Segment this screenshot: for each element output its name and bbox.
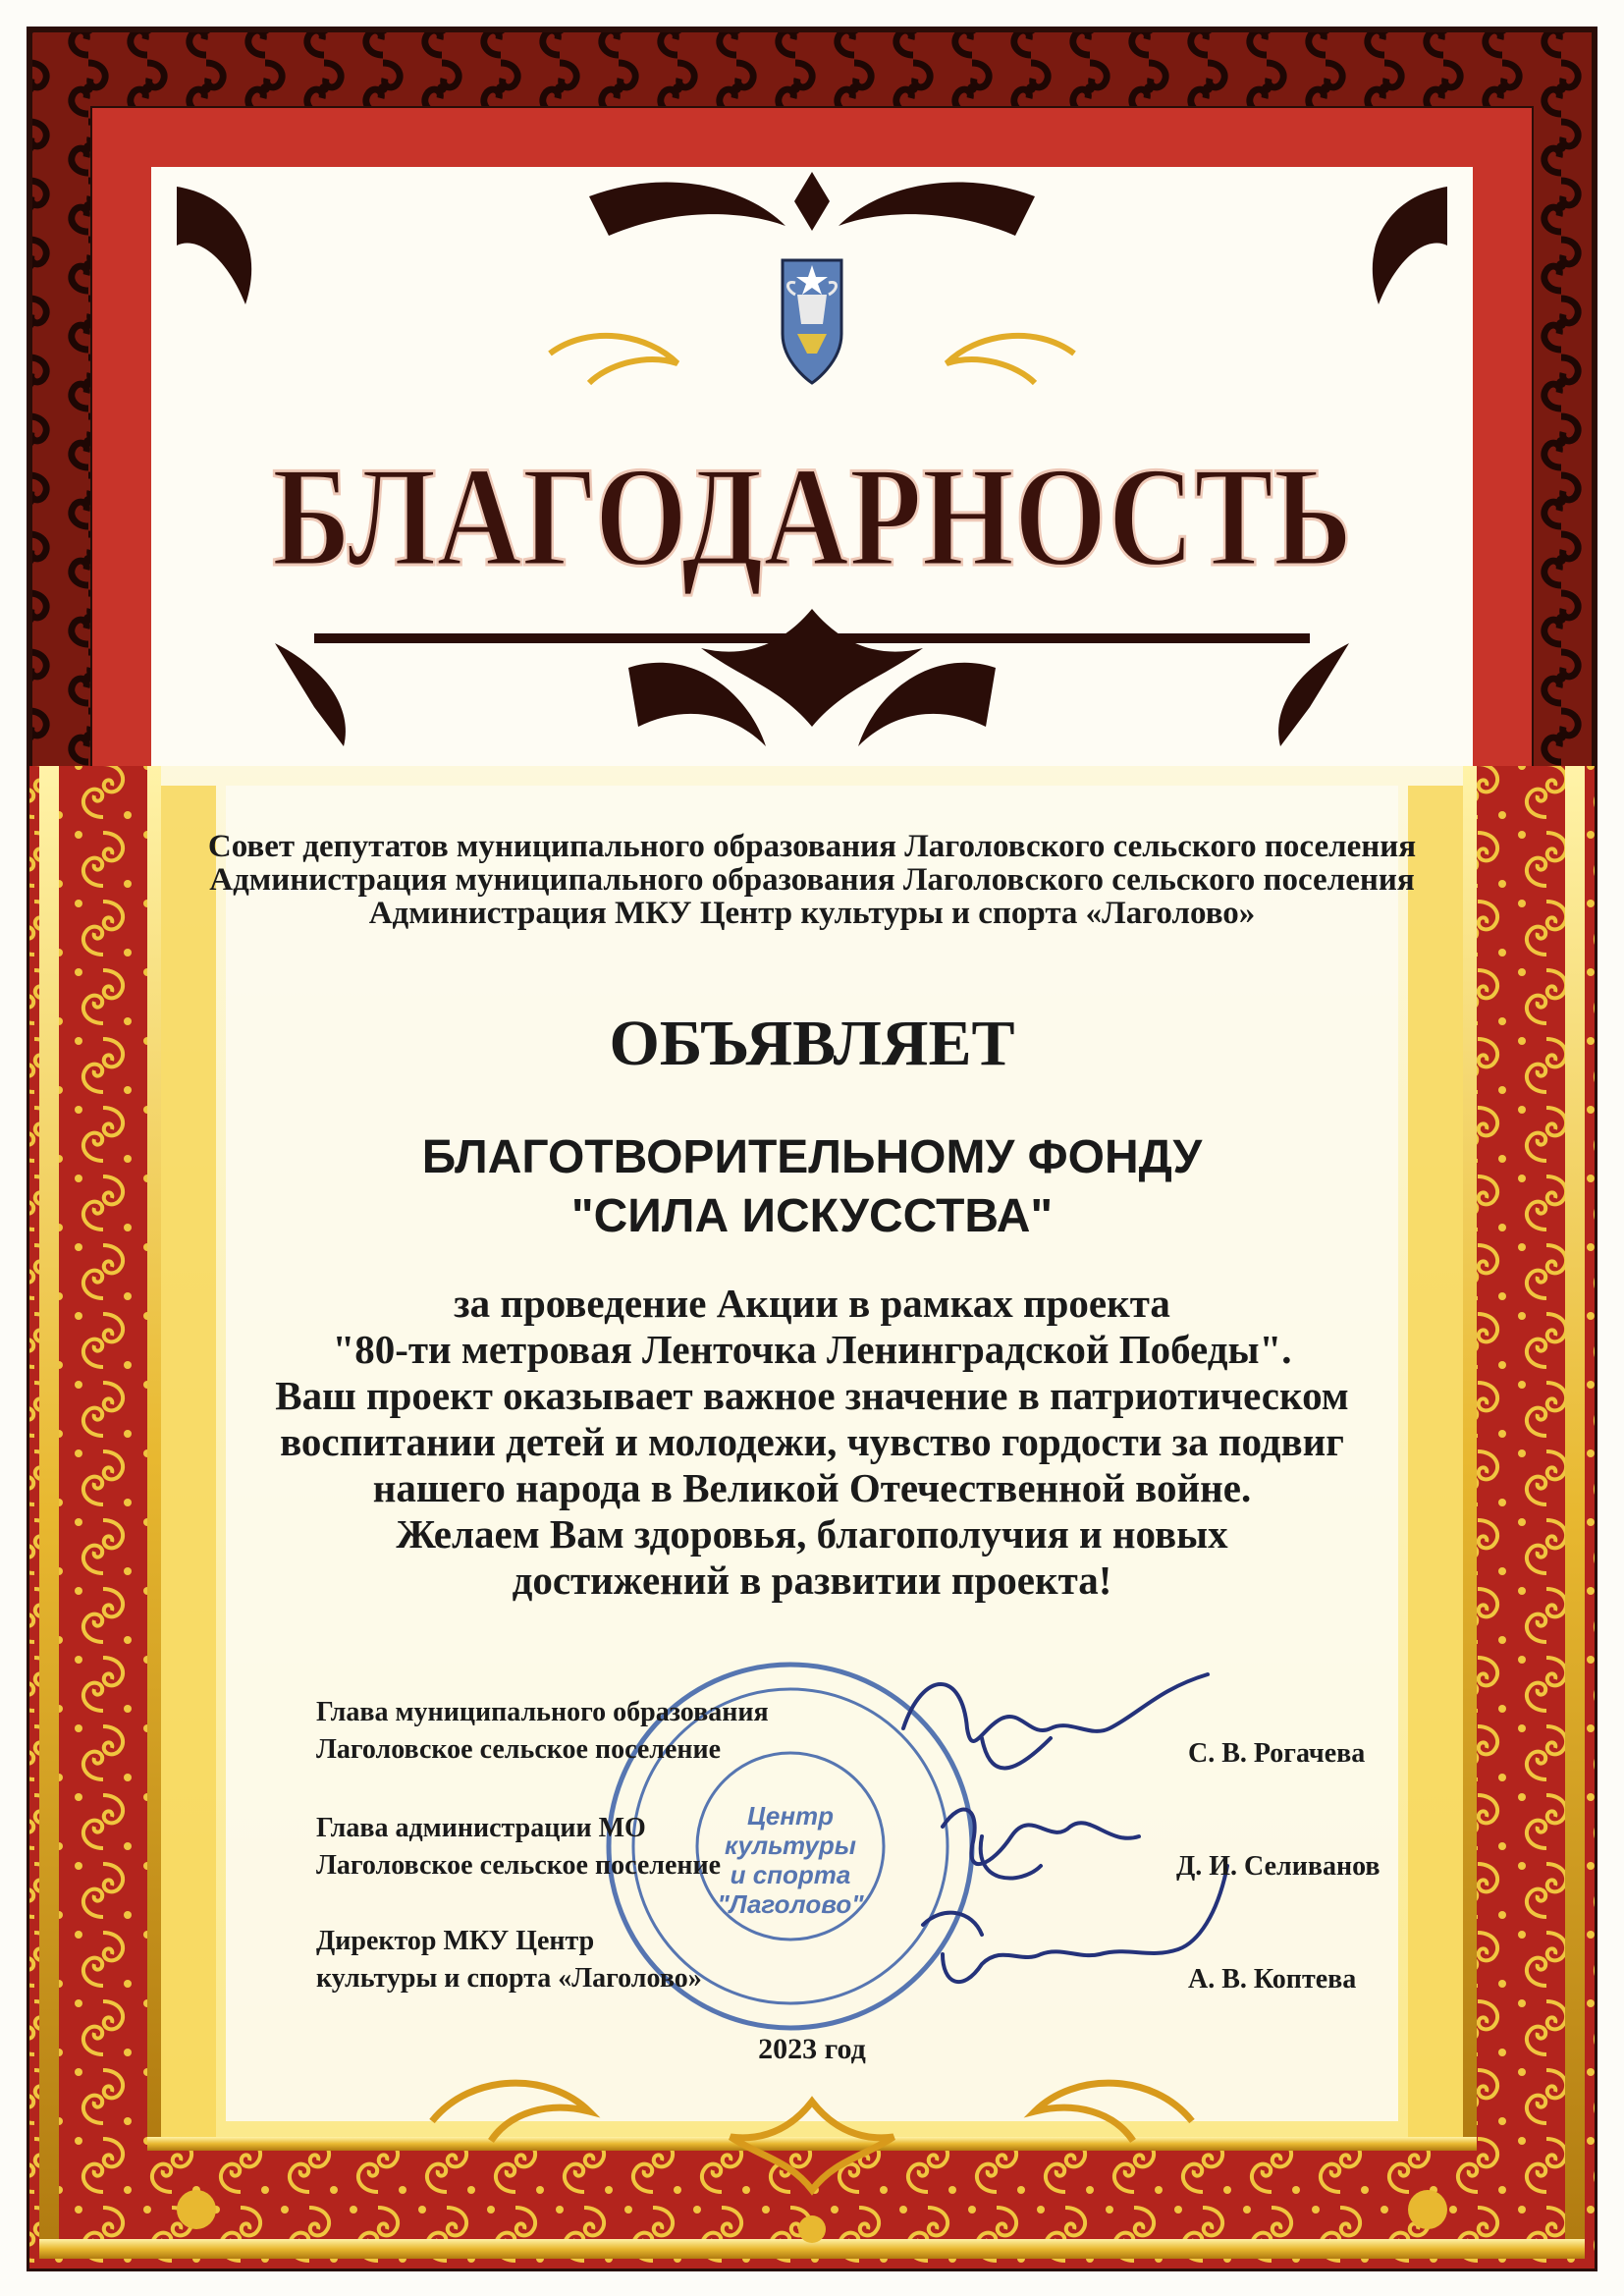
body-line: нашего народа в Великой Отечественной войне.	[372, 1465, 1252, 1510]
announce-heading: ОБЪЯВЛЯЕТ	[609, 1008, 1015, 1079]
signatory-position-line: Лаголовское сельское поселение	[316, 1734, 722, 1765]
title-text: БЛАГОДАРНОСТЬ	[272, 437, 1352, 596]
body-line: Ваш проект оказывает важное значение в патриотическом	[275, 1373, 1349, 1418]
body-line: "80-ти метровая Ленточка Ленинградской Победы".	[332, 1327, 1292, 1372]
svg-text:культуры: культуры	[725, 1831, 856, 1860]
title-heading	[255, 432, 1369, 594]
signatory-position-line: культуры и спорта «Лаголово»	[316, 1963, 702, 1994]
signatory-position-line: Глава администрации МО	[316, 1813, 646, 1843]
signatory-position	[316, 1923, 702, 1997]
body-line: воспитании детей и молодежи, чувство гордости за подвиг	[280, 1419, 1344, 1464]
organization-line: Администрация МКУ Центр культуры и спорта «Лаголово»	[368, 896, 1256, 931]
year-label: 2023 год	[758, 2033, 866, 2065]
signatory-name: Д. И. Селиванов	[1176, 1851, 1380, 1882]
signatory-position	[316, 1694, 769, 1769]
body-line: за проведение Акции в рамках проекта	[454, 1281, 1170, 1326]
signatory-name: С. В. Рогачева	[1188, 1738, 1366, 1769]
body-line: достижений в развитии проекта!	[512, 1558, 1112, 1603]
svg-text:"Лаголово": "Лаголово"	[717, 1889, 864, 1919]
signatory-position-line: Лаголовское сельское поселение	[316, 1850, 722, 1881]
body-line: Желаем Вам здоровья, благополучия и новых	[396, 1511, 1228, 1557]
signatory-name: А. В. Коптева	[1188, 1964, 1357, 1995]
recipient-line-2: "СИЛА ИСКУССТВА"	[570, 1190, 1054, 1242]
organization-line: Администрация муниципального образования Лаголовского сельского поселения	[209, 862, 1415, 898]
signatory-position-line: Глава муниципального образования	[316, 1697, 769, 1727]
signatory-position-line: Директор МКУ Центр	[316, 1926, 595, 1956]
svg-text:и спорта: и спорта	[730, 1860, 851, 1889]
signatory-position	[316, 1810, 721, 1885]
organization-line: Совет депутатов муниципального образования Лаголовского сельского поселения	[207, 829, 1417, 864]
recipient-line-1: БЛАГОТВОРИТЕЛЬНОМУ ФОНДУ	[421, 1131, 1203, 1183]
svg-text:Центр: Центр	[746, 1801, 835, 1831]
